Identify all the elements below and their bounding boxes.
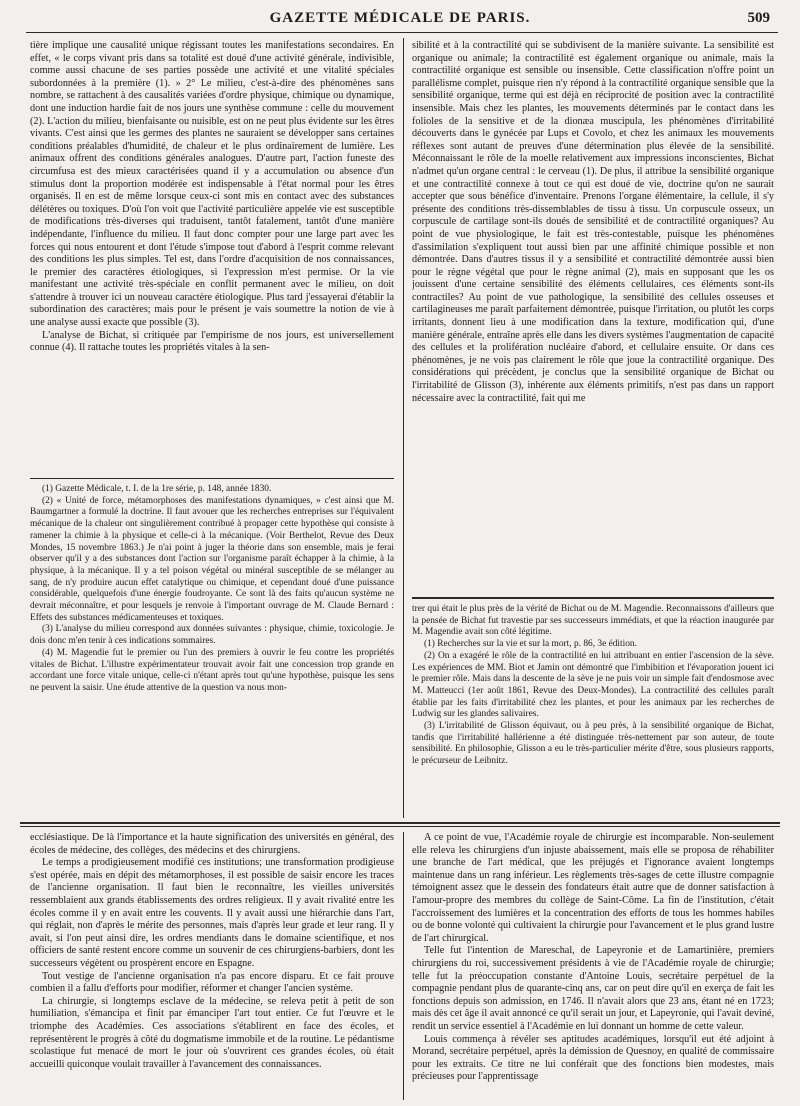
paragraph: Telle fut l'intention de Mareschal, de Lapeyronie et de Lamartinière, premiers chirurgiens du roi, successivement présidents à vie de l'Académie royale de chirurgie; telle fut la préoccupation constante d'Antoine Louis, secrétaire perpétuel de la compagnie pendant plus de quarante-cinq ans, car on peut dire qu'il en exerça de fait les fonctions depuis son admission, en 1746. Il n'avait alors que 23 ans, étant né en 1723; mais dès cet âge il avait annoncé ce qu'il serait un jour, et Lapeyronie, qui l'avait deviné, rendit un service essentiel à l'Académie en lui donnant un homme de cette valeur. [412, 945, 774, 1032]
lower-column-divider [403, 832, 404, 1100]
paragraph: La chirurgie, si longtemps esclave de la médecine, se releva petit à petit de son humiliation, s'émancipa et finit par émanciper l'art tout entier. Ce fut l'œuvre et le triomphe des Académies. Ces associations s'établirent en face des écoles, et représentèrent le progrès à côté du dogmatisme immobile et de la routine. Le pédantisme scolastique fut menacé de mort le jour où s'ouvrirent ces grandes écoles, où était accueilli quiconque voulait travailler à l'avancement des connaissances. [30, 995, 394, 1070]
lower-right-paragraphs [412, 832, 774, 1084]
footnote: (1) Recherches sur la vie et sur la mort, p. 86, 3e édition. [424, 639, 637, 650]
paragraph: A ce point de vue, l'Académie royale de chirurgie est incomparable. Non-seulement elle releva les chirurgiens d'un injuste abaissement, mais elle se proposa de réhabiliter une branche de l'art médical, que les préjugés et l'ignorance avaient longtemps maintenue dans un rang inférieur. Les règlements très-sages de cette illustre compagnie témoignent assez que le dessein des fondateurs était autre que de donner satisfaction à l'amour-propre des membres du collège de Saint-Côme. La fin de l'institution, c'était l'accroissement des lumières et la concentration des efforts de tous les hommes habiles ou de bonne volonté qui cultivaient la chirurgie pour l'avancement et le plus grand lustre de l'art chirurgical. [412, 832, 774, 944]
paragraph: Tout vestige de l'ancienne organisation n'a pas encore disparu. Et ce fait prouve combien il a fallu d'efforts pour modifier, réformer et changer l'ancien système. [30, 970, 394, 995]
upper-column-divider [403, 38, 404, 818]
paragraph: L'analyse de Bichat, si critiquée par l'empirisme de nos jours, est universellement connue (4). Il rattache toutes les propriétés vitales à la sen- [30, 329, 394, 354]
paragraph: tière implique une causalité unique régissant toutes les manifestations secondaires. En effet, « le corps vivant pris dans sa totalité est doué d'une activité générale, indivisible, comme aussi chacune de ses parties possède une activité et une vitalité spéciales subordonnées à la première (1). » 2° Le milieu, c'est-à-dire des phénomènes sans nombre, se rattachent à des causalités variées d'ordre physique, chimique ou dynamique, dont une induction hardie fait de nos jours une synthèse commune : celle du mouvement (2). L'action du milieu, bienfaisante ou nuisible, est on ne peut plus évidente sur les êtres vivants. C'est ainsi que les germes des plantes ne sauraient se développer sans certaines conditions préalables d'humidité, de chaleur et le plus ordinairement de lumière. Les animaux offrent des conditions générales analogues. D'autre part, l'action funeste des circumfusa est des mieux caractérisées quand il y a accumulation ou absence d'un stimulus dont la proportion modérée est indispensable à l'état normal pour les êtres organisés. Il en est de même lorsque ceux-ci sont mis en contact avec des substances délétères ou toxiques. D'où l'on voit que l'activité particulière appelée vie est susceptible de modifications très-diverses qui traduisent, tantôt fatalement, tantôt d'une manière indépendante, l'influence du milieu. Il faut donc compter pour une large part avec les forces qui nous entourent et dont l'étude s'impose tout d'abord à l'esprit comme relevant des conditions les plus simples. Tel est, dans l'ordre d'acquisition de nos connaissances, le premier des caractères étiologiques, si l'expression m'est permise. Or la vie manifestant une activité très-spéciale en conflit permanent avec le milieu, on doit s'attendre à trouver ici un nouveau caractère étiologique. Plus tard j'essayerai d'établir la subordination des caractères; mais pour le présent je vais soumettre la notion de vie à une analyse aussi exacte que possible (3). [30, 40, 394, 329]
lower-right-column [412, 832, 774, 1102]
footnote: (3) L'analyse du milieu correspond aux données suivantes : physique, chimie, toxicologie. Je dois donc m'en tenir à ces indications sommaires. [30, 624, 394, 647]
upper-left-notes [30, 484, 394, 695]
paragraph: Louis commença à révéler ses aptitudes académiques, lorsqu'il eut été adjoint à Morand, secrétaire perpétuel, après la démission de Quesnoy, en qualité de commissaire pour les extraits. Ce titre ne lui conférait que des fonctions bien modestes, mais précieuses pour l'apprentissage [412, 1033, 774, 1083]
footnote: trer qui était le plus près de la vérité de Bichat ou de M. Magendie. Reconnaissons d'ailleurs que la pensée de Bichat fut travestie par ses successeurs immédiats, et que la réaction inaugurée par M. Magendie avait son côté légitime. [412, 604, 774, 638]
section-divider-top [20, 822, 780, 824]
footnote: (2) On a exagéré le rôle de la contractilité en lui attribuant en entier l'ascension de la sève. Les expériences de MM. Biot et Jamin ont démontré que l'imbibition et l'évaporation jouent ici le premier rôle. Mais dans la descente de la sève je ne puis voir un simple fait d'endosmose avec M. Matteucci (1er août 1861, Revue des Deux-Mondes). La contractilité des cellules paraît établie par les faits d'irritabilité chez les plantes, et pour les animaux par les recherches de Ludwig sur les glandes salivaires. [412, 650, 774, 720]
journal-title: GAZETTE MÉDICALE DE PARIS. [269, 10, 531, 26]
paragraph: Le temps a prodigieusement modifié ces institutions; une transformation prodigieuse s'est opérée, mais en dépit des métamorphoses, il est possible de saisir encore les traces de l'ancienne organisation. Il faut bien le reconnaître, les vieilles universités ressemblaient aux grands établissements des ordres religieux. Il y avait rivalité entre les écoles comme il y en avait entre les couvents. Il y avait aussi une hiérarchie dans l'art, qui réglait, non d'après le mérite des personnes, mais d'après leur grade et leur rang. Il y avait, si l'on peut ainsi dire, les ordres mendiants dans le domaine scientifique, et nos officiers de santé restent encore comme un souvenir de ces chirurgiens-barbiers, dont les successeurs végètent ou prospèrent encore en Espagne. [30, 857, 394, 969]
header-rule [26, 32, 778, 33]
section-divider-bottom [20, 826, 780, 827]
footnote: (4) M. Magendie fut le premier ou l'un des premiers à ouvrir le feu contre les propriétés vitales de Bichat. L'illustre expérimentateur trouvait avoir fait une concession trop grande en accordant une force vitale unique, celle-ci n'étant après tout qu'une hypothèse, puisque les sens ne peuvent la saisir. Une étude attentive de la question va nous mon- [30, 647, 394, 693]
lower-left-paragraphs [30, 832, 394, 1071]
upper-left-footnotes [30, 484, 394, 814]
footnote: (1) Gazette Médicale, t. I. de la 1re série, p. 148, année 1830. [42, 484, 272, 494]
lower-left-column [30, 832, 394, 1102]
upper-right-footnotes [412, 604, 774, 816]
upper-left-column [30, 40, 394, 474]
upper-left-paragraphs [30, 40, 394, 355]
footnote: (3) L'irritabilité de Glisson équivaut, ou à peu près, à la sensibilité organique de Bichat, tandis que l'irritabilité hallérienne a été distinguée très-nettement par son auteur, de toute sensibilité. En philosophie, Glisson a eu le très-particulier mérite d'être, sous plusieurs rapports, le précurseur de Leibnitz. [412, 721, 774, 767]
upper-right-notes [412, 604, 774, 768]
page-header [0, 10, 800, 32]
upper-right-column [412, 40, 774, 596]
paragraph: ecclésiastique. De là l'importance et la haute signification des universités en général, des écoles de médecine, des collèges, des médecins et des chirurgiens. [30, 832, 394, 856]
upper-right-footnote-rule [412, 597, 774, 599]
upper-right-paragraphs [412, 40, 774, 405]
paragraph: sibilité et à la contractilité qui se subdivisent de la manière suivante. La sensibilité est organique ou animale; la contractilité est également organique ou animale, mais la contractilité organique est sensible ou insensible. Cette classification n'offre point un parallélisme complet, puisque rien n'y répond à la contractilité organique sensible que la sensibilité organique, terme qui est déjà en réciprocité de position avec la contractilité insensible. Mais chez les plantes, les mouvements déterminés par le contact dans les folioles de la sensitive et de la dionæa muscipula, les phénomènes d'irritabilité découverts dans le gynécée par Lups et Covolo, et chez les animaux les mouvements réflexes sont autant de preuves d'une détermination plus élevée de la sensibilité. Méconnaissant le rôle de la moelle relativement aux impressions inconscientes, Bichat n'admet qu'un organe central : le cerveau (1). De plus, il attribue la sensibilité organique et une contractilité connexe à tout ce qui est doué de vie, doctrine qu'on ne saurait accepter que sous bénéfice d'inventaire. Prenons l'organe élémentaire, la cellule, il s'y présente des conditions très-dissemblables de tissu à tissu. Un corpuscule osseux, un corpuscule de cartilage sont-ils doués de sensibilité et de contractilité organiques? Au point de vue physiologique, le fait est très-contestable, puisque les phénomènes d'assimilation s'expliquent tout aussi bien par une affinité chimique possible et non démontrée. Dans d'autres tissus il y a sensibilité et contractilité démontrée aussi bien pour le règne végétal que pour le règne animal (2), mais en supposant que les os jouissent d'une certaine sensibilité des éléments cellulaires, ces éléments sont-ils contractiles? Au point de vue pathologique, la sensibilité des cellules osseuses et cartilagineuses me paraît parfaitement démontrée, puisque l'irritation, ou plutôt les corps irritants, donnent lieu à une modification dans la texture, modification qui, d'une manière générale, entraîne après elle dans les divers systèmes l'augmentation de capacité des cellules et la prolifération nucléaire d'abord, et cellulaire ensuite. Or dans ces phénomènes, je ne vois pas clairement le rôle que joue la contractilité organique. Des considérations qui précèdent, je conclus que la sensibilité organique de Bichat ou l'irritabilité de Glisson (3), inhérente aux éléments primitifs, n'est pas dans un rapport nécessaire avec la contractilité, fait qui me [412, 40, 774, 404]
footnote: (2) « Unité de force, métamorphoses des manifestations dynamiques, » c'est ainsi que M. Baumgartner a formulé la doctrine. Il faut avouer que les recherches entreprises sur l'équivalent mécanique de la chaleur ont singulièrement contribué à propager cette hypothèse qui consiste à ramener la chimie à la physique et celle-ci à la mécanique. (Voir Berthelot, Revue des Deux Mondes, 15 novembre 1863.) Je n'ai point à juger la théorie dans son ensemble, mais je ferai observer qu'il y a des substances dont l'action sur l'organisme paraît échapper à la chimie, à la physique, à la mécanique. Il y a tel poison végétal ou minéral susceptible de se mélanger au sang, de n'y produire aucun effet catalytique ou chimique, et cependant doué d'une puissance considérable, quelquefois d'une énergie foudroyante. Ce sont là des faits qu'aucun système ne devrait méconnaître, et pour lesquels je renvoie à l'important ouvrage de M. Claude Bernard : Effets des substances médicamenteuses et toxiques. [30, 495, 394, 623]
page-number: 509 [747, 10, 770, 26]
upper-left-footnote-rule [30, 478, 394, 479]
